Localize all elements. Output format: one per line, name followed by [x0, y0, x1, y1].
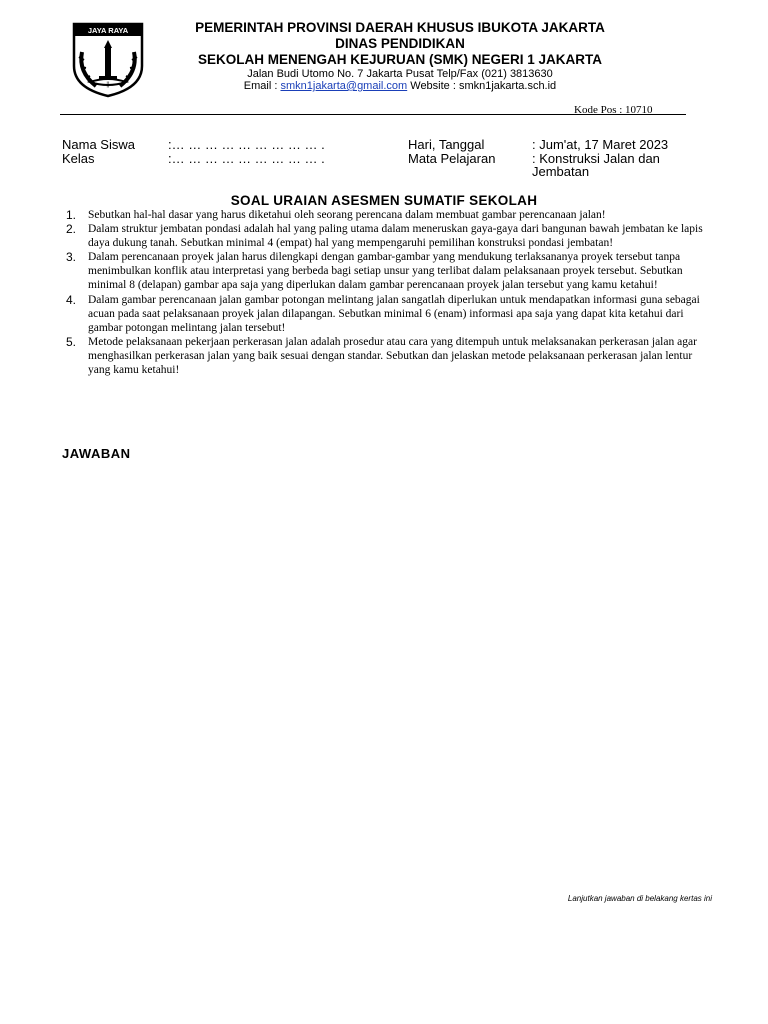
svg-text:-||-: -||- — [104, 82, 112, 88]
school-address: Jalan Budi Utomo No. 7 Jakarta Pusat Telp/Fax (021) 3813630 — [247, 68, 553, 80]
question-item — [60, 335, 710, 377]
question-item — [60, 293, 710, 335]
question-text: Metode pelaksanaan pekerjaan perkerasan jalan adalah prosedur atau cara yang ditempuh untuk melaksanakan perkerasan jalan agar menghasilkan perkerasan jalan yang baik sesuai dengan standar. Sebutkan dan jelaskan metode pelaksanaan perkerasan jalan lentur yang kamu ketahui! — [88, 335, 697, 377]
question-text: Dalam gambar perencanaan jalan gambar potongan melintang jalan sangatlah diperlukan untuk mendapatkan informasi guna sebagai acuan pada saat pelaksanaan proyek jalan dilapangan. Sebutkan minimal 6 (enam) informasi apa saja yang dapat kita ketahui dari gambar potongan melintang jalan tersebut! — [88, 293, 700, 334]
question-number: 1. — [66, 208, 77, 222]
website-label: Website : — [407, 80, 459, 92]
mata-pelajaran-value: : Konstruksi Jalan dan — [532, 151, 660, 166]
question-item — [60, 222, 710, 250]
website-value: smkn1jakarta.sch.id — [458, 80, 557, 92]
question-number: 2. — [66, 222, 77, 237]
question-item — [60, 208, 710, 222]
letterhead-divider — [60, 114, 686, 115]
email-link[interactable]: smkn1jakarta@gmail.com — [280, 80, 408, 92]
question-number: 3. — [66, 250, 77, 265]
contact-line — [150, 80, 650, 92]
question-number: 5. — [66, 334, 77, 349]
footer-note: Lanjutkan jawaban di belakang kertas ini — [567, 894, 712, 903]
kelas-label: Kelas — [62, 151, 95, 166]
jaya-raya-emblem-icon — [68, 22, 148, 98]
letterhead-line-2: DINAS PENDIDIKAN — [335, 36, 465, 51]
mata-pelajaran-value-cont: Jembatan — [532, 164, 590, 179]
question-item — [60, 250, 710, 292]
exam-title: SOAL URAIAN ASESMEN SUMATIF SEKOLAH — [230, 193, 538, 208]
kode-pos: Kode Pos : 10710 — [574, 104, 653, 116]
kelas-field: :… … … … … … … … … . — [168, 151, 325, 166]
email-label: Email : — [243, 80, 281, 92]
nama-siswa-label: Nama Siswa — [62, 137, 135, 152]
question-number: 4. — [66, 292, 77, 307]
question-text: Sebutkan hal-hal dasar yang harus diketahui oleh seorang perencana dalam membuat gambar perencanaan jalan! — [88, 209, 606, 221]
logo-text: JAYA RAYA — [87, 26, 129, 35]
question-list — [60, 208, 710, 377]
hari-tanggal-value: : Jum'at, 17 Maret 2023 — [532, 137, 669, 152]
mata-pelajaran-label: Mata Pelajaran — [408, 151, 496, 166]
letterhead-line-1: PEMERINTAH PROVINSI DAERAH KHUSUS IBUKOTA JAKARTA — [195, 20, 605, 35]
question-text: Dalam perencanaan proyek jalan harus dilengkapi dengan gambar-gambar yang mendukung terlaksananya proyek tersebut tanpa menimbulkan konflik atau interpretasi yang berbeda bagi setiap unsur yang terlibat dalam pelaksanaan proyek tersebut. Sebutkan minimal 8 (delapan) gambar apa saja yang diperlukan dalam gambar perencanaan proyek jalan tersebut yang kamu ketahui! — [88, 251, 683, 292]
letterhead — [150, 20, 650, 92]
answer-heading: JAWABAN — [62, 446, 131, 461]
nama-siswa-field: :… … … … … … … … … . — [168, 137, 325, 152]
hari-tanggal-label: Hari, Tanggal — [408, 137, 485, 152]
question-text: Dalam struktur jembatan pondasi adalah hal yang paling utama dalam meneruskan gaya-gaya dari bangunan bawah jembatan ke lapis daya dukung tanah. Sebutkan minimal 4 (empat) hal yang mempengaruhi pemilihan konstruksi pondasi jembatan! — [88, 223, 703, 250]
letterhead-line-3: SEKOLAH MENENGAH KEJURUAN (SMK) NEGERI 1 JAKARTA — [197, 52, 603, 67]
